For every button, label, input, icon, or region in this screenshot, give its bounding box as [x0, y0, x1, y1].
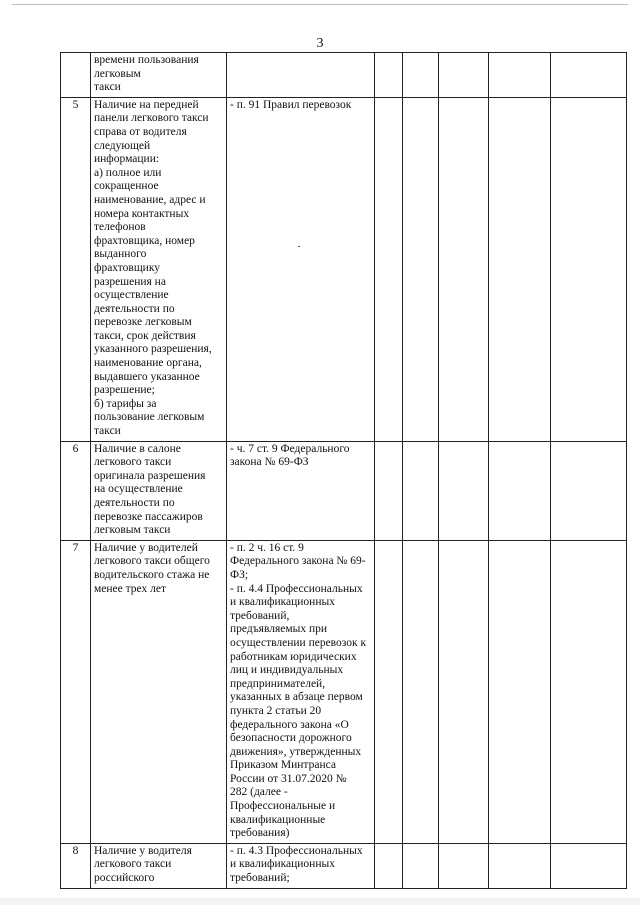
table-row — [61, 97, 627, 441]
empty-cell — [489, 441, 551, 540]
requirement-line: российского — [94, 872, 155, 885]
empty-cell — [375, 540, 403, 843]
legal-basis-line: требований, — [230, 609, 290, 622]
requirement-line: выдавшего указанное — [94, 370, 200, 383]
requirement-line: такси — [94, 425, 121, 438]
row-number — [61, 53, 91, 98]
requirement-line: Наличие у водителя — [94, 844, 192, 857]
legal-basis-cell — [227, 53, 375, 98]
requirement-cell — [91, 540, 227, 843]
requirement-line: выданного — [94, 248, 147, 261]
requirement-line: панели легкового такси — [94, 112, 209, 125]
empty-cell — [489, 53, 551, 98]
legal-basis-line: движения», утвержденных — [230, 745, 362, 758]
requirement-line: справа от водителя — [94, 125, 187, 138]
legal-basis-line: ФЗ; — [230, 568, 249, 581]
legal-basis-line: работникам юридических — [230, 650, 357, 663]
requirement-line: легковым такси — [94, 524, 171, 537]
legal-basis-line: Федерального закона № 69- — [230, 555, 366, 568]
empty-cell — [375, 441, 403, 540]
empty-cell — [551, 843, 627, 888]
legal-basis-line: лиц и индивидуальных — [230, 664, 344, 677]
legal-basis-line: Профессиональные и — [230, 800, 336, 813]
legal-basis-line: - п. 4.3 Профессиональных — [230, 844, 363, 857]
requirement-line: б) тарифы за — [94, 397, 157, 410]
requirement-line: водительского стажа не — [94, 568, 210, 581]
empty-cell — [439, 97, 489, 441]
empty-cell — [551, 97, 627, 441]
requirement-line: перевозке пассажиров — [94, 510, 203, 523]
requirement-line: осуществление — [94, 289, 169, 302]
legal-basis-cell — [227, 97, 375, 441]
empty-cell — [551, 540, 627, 843]
page-number: 3 — [316, 36, 324, 51]
legal-basis-line: и квалификационных — [230, 858, 335, 871]
requirement-line: фрахтовщика, номер — [94, 234, 195, 247]
legal-basis-line: осуществлении перевозок к — [230, 636, 367, 649]
empty-cell — [403, 53, 439, 98]
legal-basis-line: требования) — [230, 827, 290, 840]
requirement-line: следующей — [94, 139, 151, 152]
empty-cell — [403, 540, 439, 843]
requirement-line: Наличие в салоне — [94, 442, 181, 455]
requirement-line: легкового такси — [94, 858, 172, 871]
requirement-line: разрешение; — [94, 384, 155, 397]
empty-cell — [439, 540, 489, 843]
table-row — [61, 843, 627, 888]
requirement-line: пользование легковым — [94, 411, 205, 424]
requirements-table — [60, 52, 627, 889]
legal-basis-line: - п. 4.4 Профессиональных — [230, 582, 363, 595]
empty-cell — [403, 441, 439, 540]
empty-cell — [489, 97, 551, 441]
scan-bottom-strip — [0, 898, 640, 905]
legal-basis-cell — [227, 843, 375, 888]
legal-basis-line: требований; — [230, 872, 290, 885]
legal-basis-line: - п. 91 Правил перевозок — [230, 98, 352, 111]
empty-cell — [403, 843, 439, 888]
empty-cell — [439, 441, 489, 540]
row-number: 5 — [61, 97, 91, 441]
empty-cell — [403, 97, 439, 441]
legal-basis-line: 282 (далее - — [230, 786, 288, 799]
legal-basis-line: Приказом Минтранса — [230, 759, 336, 772]
legal-basis-line: закона № 69-ФЗ — [230, 456, 309, 469]
empty-cell — [375, 843, 403, 888]
requirement-cell — [91, 441, 227, 540]
requirement-line: перевозке легковым — [94, 316, 192, 329]
requirement-line: деятельности по — [94, 302, 175, 315]
requirement-cell — [91, 97, 227, 441]
legal-basis-cell — [227, 441, 375, 540]
requirement-line: менее трех лет — [94, 582, 166, 595]
empty-cell — [439, 843, 489, 888]
empty-cell — [551, 53, 627, 98]
requirement-line: Наличие на передней — [94, 98, 199, 111]
requirement-line: времени пользования — [94, 54, 199, 66]
legal-basis-line: пункта 2 статьи 20 — [230, 704, 322, 717]
legal-basis-line: - п. 2 ч. 16 ст. 9 — [230, 541, 304, 554]
requirement-line: указанного разрешения, — [94, 343, 212, 356]
table-row — [61, 441, 627, 540]
legal-basis-line: России от 31.07.2020 № — [230, 772, 347, 785]
row-number: 7 — [61, 540, 91, 843]
legal-basis-line: квалификационные — [230, 813, 326, 826]
requirement-line: номера контактных — [94, 207, 190, 220]
requirement-line: наименование, адрес и — [94, 193, 206, 206]
requirement-line: информации: — [94, 153, 160, 166]
requirement-line: Наличие у водителей — [94, 541, 198, 554]
requirement-line: легковым — [94, 67, 141, 80]
legal-basis-line: федерального закона «О — [230, 718, 349, 731]
requirement-cell — [91, 843, 227, 888]
requirement-line: такси, срок действия — [94, 329, 196, 342]
empty-cell — [489, 843, 551, 888]
scan-edge-line — [12, 4, 628, 5]
table-row — [61, 540, 627, 843]
legal-basis-line: предпринимателей, — [230, 677, 326, 690]
legal-basis-line: и квалификационных — [230, 596, 335, 609]
requirement-line: легкового такси общего — [94, 555, 210, 568]
empty-cell — [375, 53, 403, 98]
requirement-line: а) полное или — [94, 166, 162, 179]
legal-basis-line: указанных в абзаце первом — [230, 691, 363, 704]
legal-basis-line: безопасности дорожного — [230, 732, 352, 745]
requirement-line: на осуществление — [94, 483, 183, 496]
empty-cell — [439, 53, 489, 98]
empty-cell — [551, 441, 627, 540]
table-row — [61, 53, 627, 98]
legal-basis-line: предъявляемых при — [230, 623, 328, 636]
requirement-line: сокращенное — [94, 180, 159, 193]
requirement-line: оригинала разрешения — [94, 469, 206, 482]
empty-cell — [375, 97, 403, 441]
requirement-line: такси — [94, 81, 121, 94]
requirement-line: легкового такси — [94, 456, 172, 469]
legal-basis-line: - ч. 7 ст. 9 Федерального — [230, 442, 350, 455]
requirement-cell — [91, 53, 227, 98]
row-number: 8 — [61, 843, 91, 888]
row-number: 6 — [61, 441, 91, 540]
requirement-line: деятельности по — [94, 497, 175, 509]
requirement-line: фрахтовщику — [94, 261, 161, 274]
empty-cell — [489, 540, 551, 843]
legal-basis-cell — [227, 540, 375, 843]
requirement-line: наименование органа, — [94, 357, 202, 370]
requirement-line: разрешения на — [94, 275, 166, 288]
scan-speck — [298, 246, 300, 247]
requirement-line: телефонов — [94, 221, 146, 234]
